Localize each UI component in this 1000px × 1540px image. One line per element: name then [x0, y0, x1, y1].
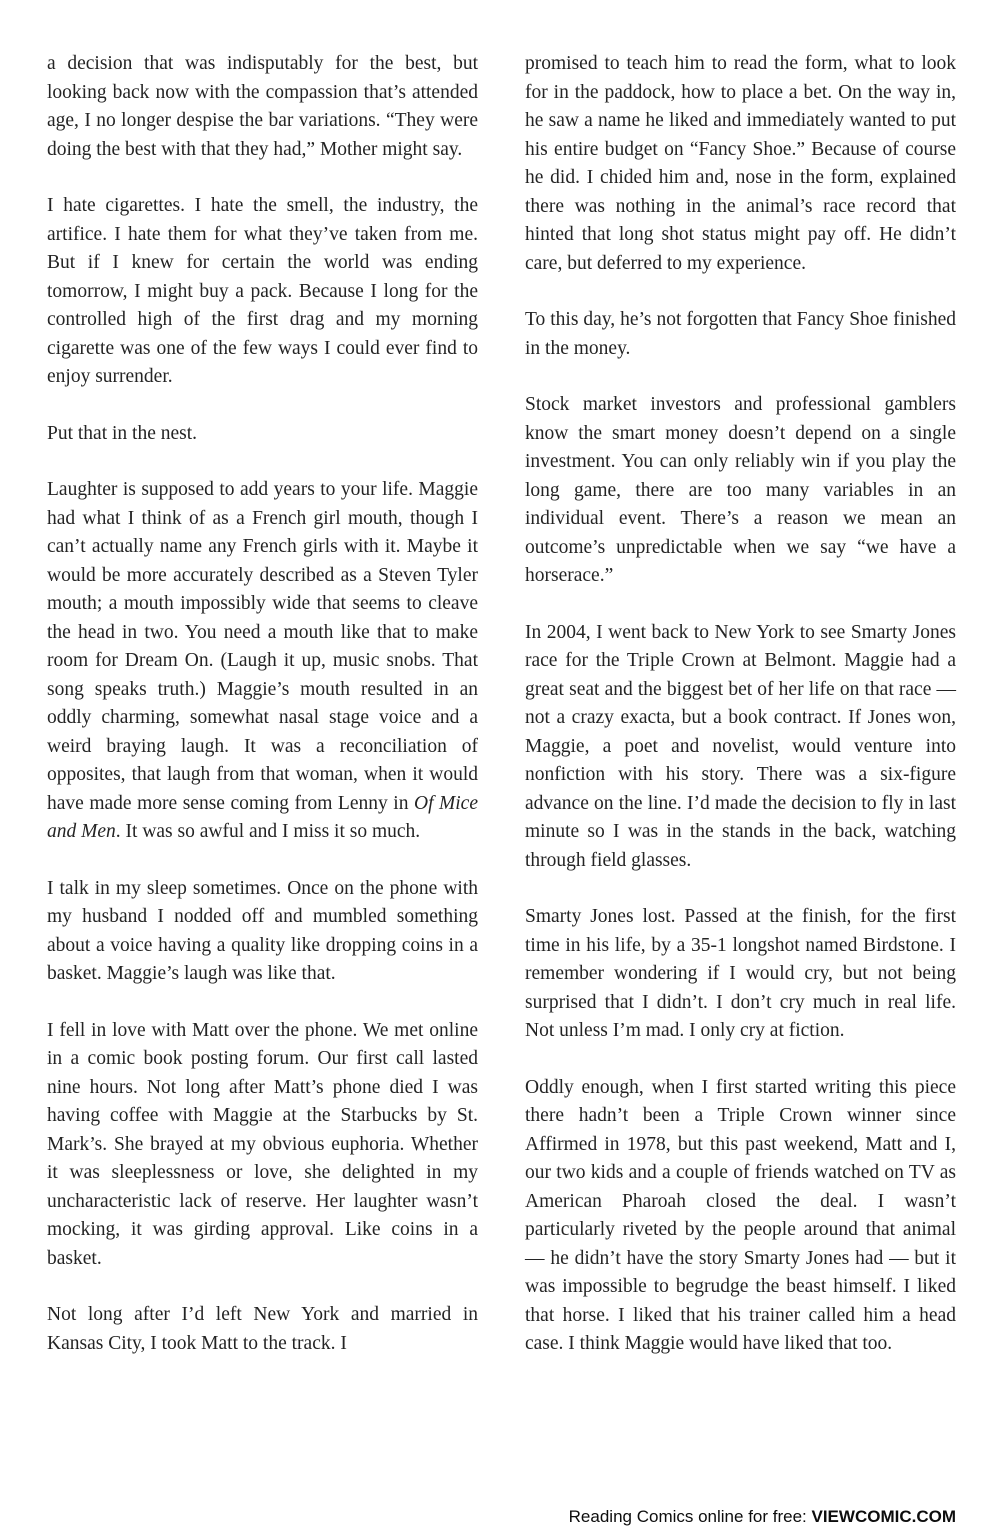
paragraph: Smarty Jones lost. Passed at the finish, for the first time in his life, by a 35-1 longshot named Birdstone. I remember wondering if I would cry, but not being surprised that I didn’t. I don’t cry much in real life. Not unless I’m mad. I only cry at fiction.: [525, 906, 956, 1041]
text-column-left: [47, 50, 478, 1387]
paragraph: Not long after I’d left New York and married in Kansas City, I took Matt to the track. I: [47, 1304, 478, 1354]
paragraph: Put that in the nest.: [47, 422, 198, 444]
footer-site-name: VIEWCOMIC.COM: [811, 1507, 956, 1526]
paragraph: In 2004, I went back to New York to see Smarty Jones race for the Triple Crown at Belmont. Maggie had a great seat and the biggest bet of her life on that race — not a crazy exacta, but a book contract. If Jones won, Maggie, a poet and novelist, would venture into nonfiction with his story. There was a six-figure advance on the line. I’d made the decision to fly in last minute so I was in the stands in the back, watching through field glasses.: [525, 621, 956, 871]
paragraph: I talk in my sleep sometimes. Once on the phone with my husband I nodded off and mumbled something about a voice having a quality like dropping coins in a basket. Maggie’s laugh was like that.: [47, 877, 478, 984]
book-title-italic: Of Mice and Men: [47, 792, 478, 842]
paragraph: To this day, he’s not forgotten that Fancy Shoe finished in the money.: [525, 309, 956, 359]
paragraph: Stock market investors and professional gamblers know the smart money doesn’t depend on a single investment. You can only reliably win if you play the long game, there are too many variables in an individual event. There’s a reason we mean an outcome’s unpredictable when we say “we have a horserace.”: [525, 394, 956, 586]
paragraph: [47, 476, 478, 847]
paragraph: I fell in love with Matt over the phone. We met online in a comic book posting forum. Our first call lasted nine hours. Not long after Matt’s phone died I was having coffee with Maggie at the Starbucks by St. Mark’s. She brayed at my obvious euphoria. Whether it was sleeplessness or love, she delighted in my uncharacteristic lack of reserve. Her laughter wasn’t mocking, it was girding approval. Like coins in a basket.: [47, 1019, 478, 1269]
paragraph: Oddly enough, when I first started writing this piece there hadn’t been a Triple Crown winner since Affirmed in 1978, but this past weekend, Matt and I, our two kids and a couple of friends watched on TV as American Pharoah closed the deal. I wasn’t particularly riveted by the people around that animal — he didn’t have the story Smarty Jones had — but it was impossible to begrudge the beast himself. I liked that horse. I liked that his trainer called him a head case. I think Maggie would have liked that too.: [525, 1076, 956, 1354]
paragraph: I hate cigarettes. I hate the smell, the industry, the artifice. I hate them for what they’ve taken from me. But if I knew for certain the world was ending tomorrow, I might buy a pack. Because I long for the controlled high of the first drag and my morning cigarette was one of the few ways I could ever find to enjoy surrender.: [47, 195, 478, 387]
text-columns: [47, 50, 956, 1387]
paragraph: promised to teach him to read the form, what to look for in the paddock, how to place a bet. On the way in, he saw a name he liked and immediately wanted to put his entire budget on “Fancy Shoe.” Because of course he did. I chided him and, nose in the form, explained there was nothing in the animal’s race record that hinted that long shot status might pay off. He didn’t care, but deferred to my experience.: [525, 53, 956, 274]
text-column-right: [525, 50, 956, 1387]
footer-watermark: [569, 1507, 956, 1527]
paragraph: a decision that was indisputably for the best, but looking back now with the compassion that’s attended age, I no longer despise the bar variations. “They were doing the best with that they had,” Mother might say.: [47, 53, 478, 160]
footer-watermark-text: Reading Comics online for free:: [568, 1507, 812, 1526]
paragraph-text: . It was so awful and I miss it so much.: [115, 821, 421, 842]
paragraph-text: Laughter is supposed to add years to your life. Maggie had what I think of as a French girl mouth, though I can’t actually name any French girls with it. Maybe it would be more accurately described as a Steven Tyler mouth; a mouth impossibly wide that seems to cleave the head in two. You need a mouth like that to make room for Dream On. (Laugh it up, music snobs. That song speaks truth.) Maggie’s mouth resulted in an oddly charming, somewhat nasal stage voice and a weird braying laugh. It was a reconciliation of opposites, that laugh from that woman, when it would have made more sense coming from Lenny in: [47, 479, 478, 814]
